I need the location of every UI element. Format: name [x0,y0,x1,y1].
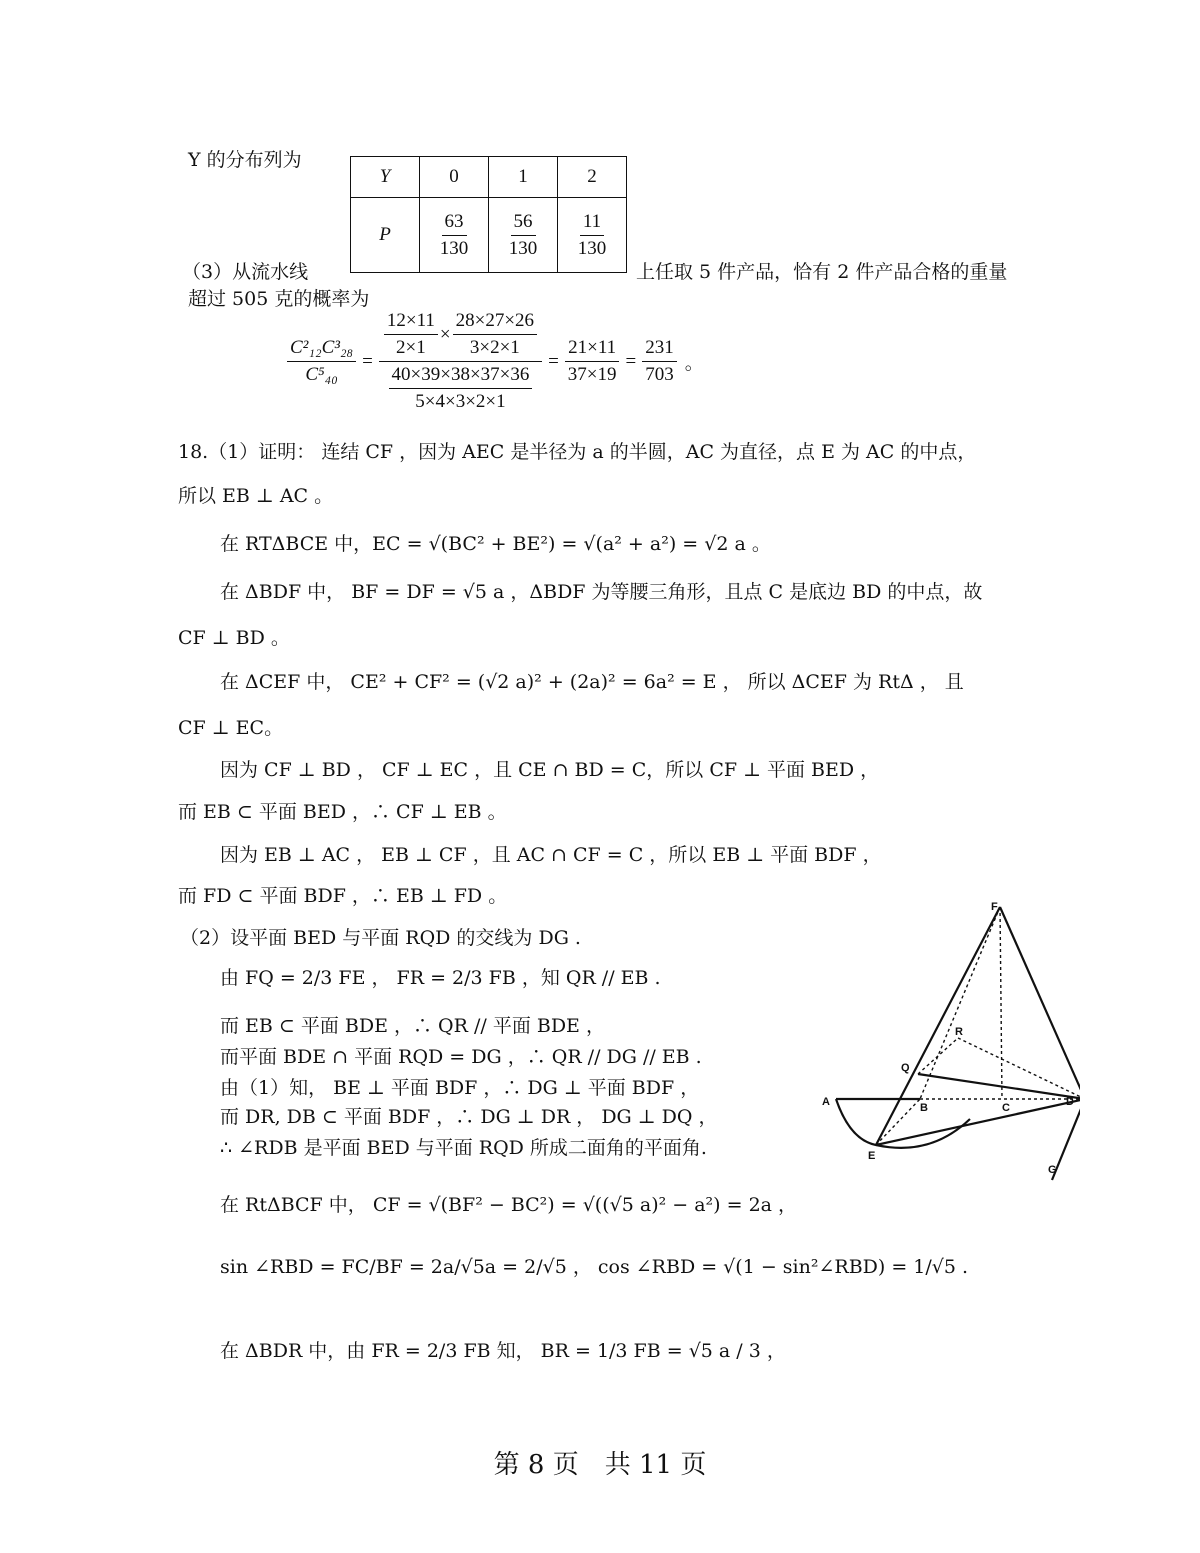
part2-line6: 而 DR, DB ⊂ 平面 BDF ，∴ DG ⊥ DR ， DG ⊥ DQ ， [220,1106,718,1128]
figure-label: R [955,1026,963,1038]
q18-line10: 因为 EB ⊥ AC ， EB ⊥ CF ，且 AC ∩ CF = C ，所以 EB ⊥ 平面 BDF ， [220,844,882,866]
geometry-figure [810,895,1080,1185]
q18-line8: 因为 CF ⊥ BD ， CF ⊥ EC ，且 CE ∩ BD = C，所以 CF ⊥ 平面 BED ， [220,759,880,781]
part2-line8: 在 RtΔBCF 中， CF = √(BF² − BC²) = √((√5 a)² − a²) = 2a ， [220,1194,798,1216]
figure-label: D [1066,1096,1074,1108]
figure-label: C [1002,1102,1010,1114]
table-header-cell: 0 [420,157,489,198]
figure-label: B [920,1102,928,1114]
part3-prefix: （3）从流水线 [182,261,309,283]
q18-line5: CF ⊥ BD 。 [178,627,290,649]
part2-line1: （2）设平面 BED 与平面 RQD 的交线为 DG . [180,927,581,949]
figure-label: Q [901,1062,910,1074]
figure-label: A [822,1096,830,1108]
q18-line9: 而 EB ⊂ 平面 BED ，∴ CF ⊥ EB 。 [178,801,507,823]
q18-line2: 所以 EB ⊥ AC 。 [178,485,334,507]
part2-line9: sin ∠RBD = FC/BF = 2a/√5a = 2/√5 ， cos ∠RBD = √(1 − sin²∠RBD) = 1/√5 . [220,1256,969,1278]
distribution-table [350,156,627,273]
q18-line11: 而 FD ⊂ 平面 BDF ，∴ EB ⊥ FD 。 [178,885,508,907]
probability-formula: $\frac{\text{C²₁₂C³₂₈}}{\text{C⁵₄₀}}$ = $\frac{12\times 11}{2\times 1}$ × $\frac{28\times 27\times 26}{3\times 2\times 1}$ $\frac{40\times 39\times 38\times 37\times 36}{5\times 4\times 3\times 2\times 1}$ = $\frac{21\times 11}{37\times 19}$ = $\frac{231}{703}$ 。 [285,310,704,413]
figure-label: G [1048,1164,1057,1176]
table-cell: $\frac{63}{130}$ [420,198,489,273]
q18-line1: 18.（1）证明： 连结 CF ，因为 AEC 是半径为 a 的半圆，AC 为直径，点 E 为 AC 的中点， [178,441,977,463]
part2-line3: 而 EB ⊂ 平面 BDE ，∴ QR // 平面 BDE ， [220,1015,605,1037]
q18-line4: 在 ΔBDF 中， BF = DF = √5 a ，ΔBDF 为等腰三角形，且点 C 是底边 BD 的中点，故 [220,581,983,603]
part2-line10: 在 ΔBDR 中，由 FR = 2/3 FB 知， BR = 1/3 FB = √5 a / 3 ， [220,1340,786,1362]
part2-line2: 由 FQ = 2/3 FE ， FR = 2/3 FB ，知 QR // EB . [220,967,661,989]
part3-line2: 超过 505 克的概率为 [188,288,370,310]
figure-label: E [868,1150,876,1162]
table-header-cell: 2 [558,157,627,198]
q18-line6: 在 ΔCEF 中， CE² + CF² = (√2 a)² + (2a)² = 6a² = E ， 所以 ΔCEF 为 RtΔ ， 且 [220,671,964,693]
part3-suffix: 上任取 5 件产品，恰有 2 件产品合格的重量 [636,261,1008,283]
table-cell: $\frac{11}{130}$ [558,198,627,273]
table-cell: $\frac{56}{130}$ [489,198,558,273]
part2-line7: ∴ ∠RDB 是平面 BED 与平面 RQD 所成二面角的平面角. [220,1137,707,1159]
table-header-cell: 1 [489,157,558,198]
distribution-intro: Y 的分布列为 [188,149,302,171]
q18-line3: 在 RTΔBCE 中，EC = √(BC² + BE²) = √(a² + a²) = √2 a 。 [220,533,771,555]
table-header-cell: Y [351,157,420,198]
q18-line7: CF ⊥ EC。 [178,717,284,739]
figure-label: F [991,901,998,913]
part2-line4: 而平面 BDE ∩ 平面 RQD = DG ，∴ QR // DG // EB . [220,1046,702,1068]
table-row-label: P [351,198,420,273]
part2-line5: 由（1）知， BE ⊥ 平面 BDF ，∴ DG ⊥ 平面 BDF ， [220,1077,700,1099]
page-footer: 第 8 页 共 11 页 [493,1450,707,1480]
